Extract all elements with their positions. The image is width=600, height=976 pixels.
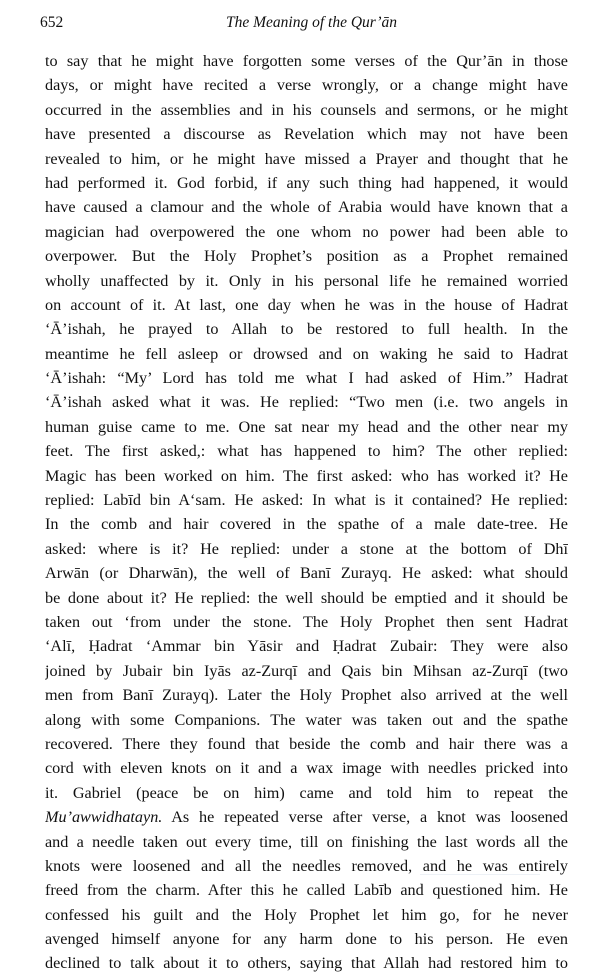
text-line: confessed his guilt and the Holy Prophet let him go, for he never (45, 905, 568, 924)
text-line: to say that he might have forgotten some verses of the Qur’ān in those (45, 52, 568, 70)
running-head: The Meaning of the Qur’ān (226, 14, 398, 31)
text-line: magician had overpowered the one whom no power had been able to (45, 222, 568, 241)
body-text (45, 49, 568, 976)
text-line: Magic has been worked on him. The first asked: who has worked it? He (45, 466, 568, 485)
text-line: wholly unaffected by it. Only in his personal life he remained worried (45, 271, 568, 290)
text-line: revealed to him, or he might have missed a Prayer and thought that he (45, 149, 568, 168)
text-line: ‘Ā’ishah: “My’ Lord has told me what I had asked of Him.” Hadrat (45, 369, 568, 388)
text-line: along with some Companions. The water was taken out and the spathe (45, 710, 568, 729)
text-line: men from Banī Zurayq). Later the Holy Prophet also arrived at the well (45, 686, 568, 705)
text-line: and a needle taken out every time, till on finishing the last words all the (45, 832, 568, 851)
faint-stamp (420, 874, 540, 891)
text-line: have presented a discourse as Revelation which may not have been (45, 125, 568, 144)
text-line: it. Gabriel (peace be on him) came and told him to repeat the (45, 783, 568, 802)
text-line: ‘Ā’ishah, he prayed to Allah to be restored to full health. In the (45, 320, 568, 339)
text-line: knots were loosened and all the needles removed, and he was entirely (45, 856, 568, 875)
text-line: have caused a clamour and the whole of Arabia would have known that a (45, 198, 568, 217)
italic-term: Mu’awwidhatayn. (45, 808, 163, 827)
text-line: had performed it. God forbid, if any such thing had happened, it would (45, 173, 568, 192)
text-line: Mu’awwidhatayn. As he repeated verse after verse, a knot was loosened (45, 808, 568, 827)
page-header (38, 14, 560, 36)
text-line: asked: where is it? He replied: under a stone at the bottom of Dhī (45, 539, 568, 558)
text-line: days, or might have recited a verse wrongly, or a change might have (45, 76, 568, 95)
text-line: recovered. There they found that beside the comb and hair there was a (45, 734, 568, 753)
text-line: overpower. But the Holy Prophet’s position as a Prophet remained (45, 247, 568, 266)
text-line: avenged himself anyone for any harm done to his person. He even (45, 930, 568, 949)
text-line: meantime he fell asleep or drowsed and on waking he said to Hadrat (45, 344, 568, 363)
text-line: replied: Labīd bin A‘sam. He asked: In what is it contained? He replied: (45, 491, 568, 510)
text-line: human guise came to me. One sat near my head and the other near my (45, 417, 568, 436)
text-line: ‘Alī, Ḥadrat ‘Ammar bin Yāsir and Ḥadrat Zubair: They were also (45, 637, 568, 656)
text-line: feet. The first asked,: what has happened to him? The other replied: (45, 442, 568, 461)
text-line: taken out ‘from under the stone. The Holy Prophet then sent Hadrat (45, 612, 568, 631)
text-line: cord with eleven knots on it and a wax image with needles pricked into (45, 759, 568, 778)
page-number: 652 (40, 14, 64, 31)
text-line: on account of it. At last, one day when he was in the house of Hadrat (45, 295, 568, 314)
text-line: declined to talk about it to others, saying that Allah had restored him to (45, 954, 568, 973)
text-line: be done about it? He replied: the well should be emptied and it should be (45, 588, 568, 607)
text-line: occurred in the assemblies and in his counsels and sermons, or he might (45, 100, 568, 119)
text-line: joined by Jubair bin Iyās az-Zurqī and Qais bin Mihsan az-Zurqī (two (45, 661, 568, 680)
text-line: Arwān (or Dharwān), the well of Banī Zurayq. He asked: what should (45, 564, 568, 583)
text-line: ‘Ā’ishah asked what it was. He replied: “Two men (i.e. two angels in (45, 393, 568, 412)
text-line: In the comb and hair covered in the spathe of a male date-tree. He (45, 515, 568, 534)
text-line: freed from the charm. After this he called Labīb and questioned him. He (45, 881, 568, 900)
